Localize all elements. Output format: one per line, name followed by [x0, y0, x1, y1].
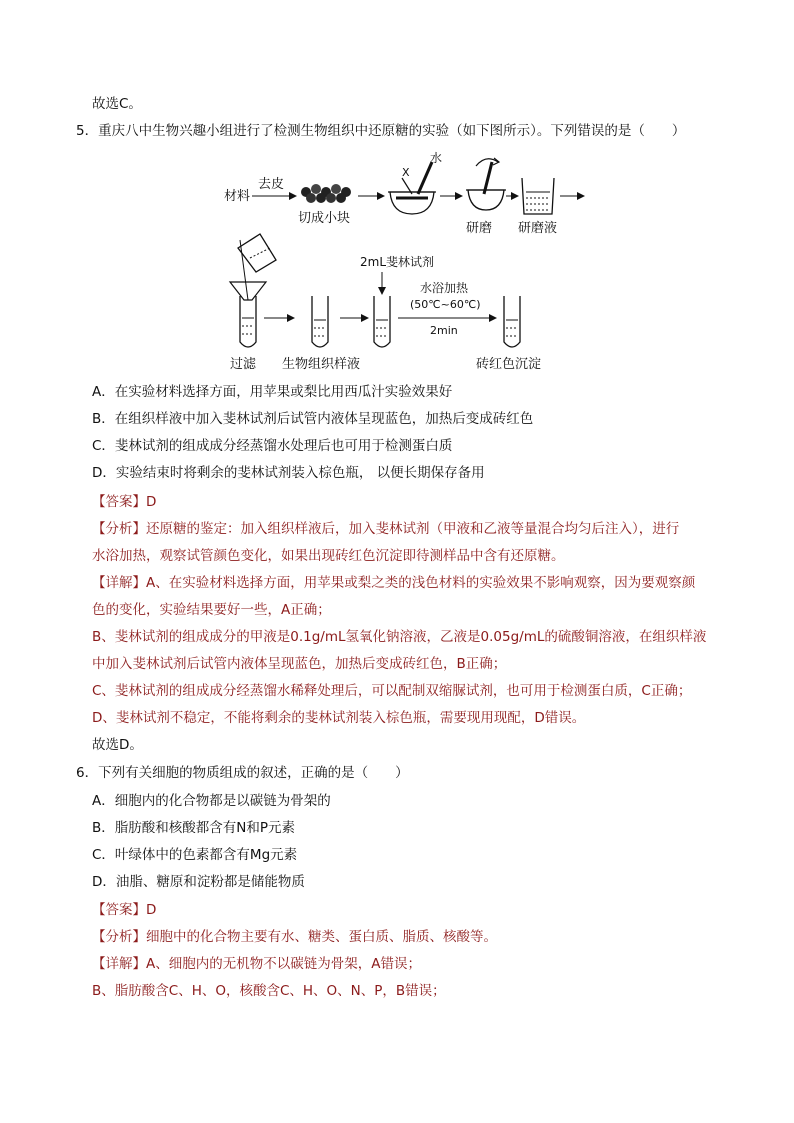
q5-detail-line-5: C、斐林试剂的组成成分经蒸馏水稀释处理后，可以配制双缩脲试剂，也可用于检测蛋白质，C正确； — [92, 683, 692, 699]
label-grind-liquid: 研磨液 — [518, 221, 558, 236]
q6-detail-line-1: 【详解】A、细胞内的无机物不以碳链为骨架，A错误； — [92, 956, 421, 972]
q6-option-c: C．叶绿体中的色素都含有Mg元素 — [92, 847, 298, 863]
label-bath: 水浴加热 — [420, 281, 469, 295]
label-precipitate: 砖红色沉淀 — [476, 357, 542, 372]
q5-conclusion: 故选D。 — [92, 737, 143, 753]
label-water: 水 — [430, 151, 443, 165]
q5-answer: 【答案】D — [92, 494, 157, 510]
question-6-stem: 6．下列有关细胞的物质组成的叙述，正确的是（ ） — [76, 765, 409, 781]
label-peel: 去皮 — [258, 177, 285, 192]
test-tube-filter-icon — [240, 296, 256, 347]
label-material: 材料 — [224, 189, 251, 204]
label-temp: (50℃~60℃) — [410, 298, 481, 311]
q5-detail-line-2: 色的变化，实验结果要好一些，A正确； — [92, 602, 331, 618]
label-time: 2min — [430, 324, 458, 337]
q5-detail-line-6: D、斐林试剂不稳定，不能将剩余的斐林试剂装入棕色瓶，需要现用现配，D错误。 — [92, 710, 586, 726]
q5-analysis-line-2: 水浴加热，观察试管颜色变化，如果出现砖红色沉淀即待测样品中含有还原糖。 — [92, 548, 565, 564]
label-cut: 切成小块 — [298, 211, 351, 226]
label-filter: 过滤 — [230, 357, 257, 372]
q5-option-d: D．实验结束时将剩余的斐林试剂装入棕色瓶， 以便长期保存备用 — [92, 465, 485, 481]
q5-detail-line-1: 【详解】A、在实验材料选择方面，用苹果或梨之类的浅色材料的实验效果不影响观察，因为要观察颜 — [92, 575, 696, 591]
experiment-diagram — [200, 148, 600, 376]
q5-analysis-line-1: 【分析】还原糖的鉴定：加入组织样液后，加入斐林试剂（甲液和乙液等量混合均匀后注入），进行 — [92, 521, 680, 537]
previous-conclusion: 故选C。 — [92, 96, 142, 112]
test-tube-reagent-icon — [374, 296, 390, 347]
q6-option-b: B．脂肪酸和核酸都含有N和P元素 — [92, 820, 296, 836]
question-5-stem: 5．重庆八中生物兴趣小组进行了检测生物组织中还原糖的实验（如下图所示）。下列错误的是（ ） — [76, 123, 686, 139]
grinding-mortar-icon — [466, 158, 506, 210]
q6-analysis: 【分析】细胞中的化合物主要有水、糖类、蛋白质、脂质、核酸等。 — [92, 929, 497, 945]
label-x: X — [402, 166, 410, 179]
q5-option-b: B．在组织样液中加入斐林试剂后试管内液体呈现蓝色，加热后变成砖红色 — [92, 411, 534, 427]
q5-detail-line-3: B、斐林试剂的组成成分的甲液是0.1g/mL氢氧化钠溶液，乙液是0.05g/mL的硫酸铜溶液，在组织样液 — [92, 629, 707, 645]
label-sample: 生物组织样液 — [282, 357, 361, 372]
test-tube-precipitate-icon — [504, 296, 520, 347]
q6-option-d: D．油脂、糖原和淀粉都是储能物质 — [92, 874, 305, 890]
mortar-with-pestle-icon — [388, 162, 436, 214]
q6-option-a: A．细胞内的化合物都是以碳链为骨架的 — [92, 793, 331, 809]
label-reagent: 2mL斐林试剂 — [360, 255, 435, 269]
pouring-beaker-icon — [238, 234, 276, 300]
beaker-icon — [522, 178, 554, 214]
q6-detail-line-2: B、脂肪酸含C、H、O，核酸含C、H、O、N、P，B错误； — [92, 983, 446, 999]
q5-option-a: A．在实验材料选择方面，用苹果或梨比用西瓜汁实验效果好 — [92, 384, 453, 400]
label-grind: 研磨 — [466, 221, 493, 236]
q6-answer: 【答案】D — [92, 902, 157, 918]
q5-option-c: C．斐林试剂的组成成分经蒸馏水处理后也可用于检测蛋白质 — [92, 438, 453, 454]
cut-pieces-icon — [301, 184, 351, 203]
q5-detail-line-4: 中加入斐林试剂后试管内液体呈现蓝色，加热后变成砖红色，B正确； — [92, 656, 507, 672]
test-tube-sample-icon — [312, 296, 328, 347]
